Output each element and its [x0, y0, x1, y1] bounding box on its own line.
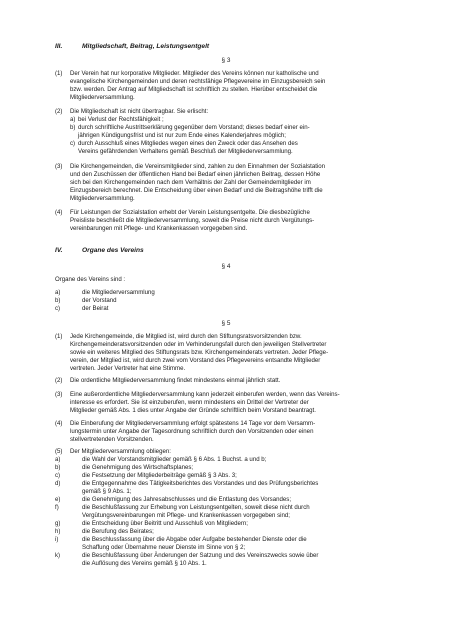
list-marker: b) — [70, 124, 76, 131]
organs-intro: Organe des Vereins sind : — [55, 276, 126, 283]
paragraph-number: (2) — [55, 377, 63, 384]
list-item — [55, 504, 405, 520]
section-number: IV. — [55, 247, 63, 254]
list-marker: b) — [55, 297, 61, 304]
paragraph-5-5 — [55, 448, 405, 456]
list-text: bei Verlust der Rechtsfähigkeit ; — [78, 116, 164, 123]
paragraph-number: (5) — [55, 448, 63, 455]
list-item — [55, 536, 405, 552]
paragraph-number: (1) — [55, 70, 63, 77]
list-marker: i) — [55, 536, 59, 543]
paragraph-3-2 — [55, 108, 405, 116]
list-item — [70, 116, 406, 124]
paragraph-text: Für Leistungen der Sozialstation erhebt der Verein Leistungsentgelte. Die diesbezügliche Preisliste beschließt die Mitgliederversammlung, soweit die Preise nicht durch Vergütungs- vereinbarungen mit Pflege- und Krankenkassen vorgegeben sind. — [70, 209, 315, 232]
list-marker: f) — [55, 504, 59, 511]
list-marker: g) — [55, 520, 61, 527]
list-marker: c) — [55, 472, 61, 479]
paragraph-sign-3: § 3 — [221, 57, 231, 64]
list-item — [55, 552, 405, 568]
paragraph-number: (4) — [55, 209, 63, 216]
list-text: die Beschlußfassung zur Erhebung von Leistungsentgelten, soweit diese nicht durch Vergütungsvereinbarungen mit Pflege- und Krankenkassen vorgegeben sind; — [82, 504, 310, 519]
list-text: der Vorstand — [82, 297, 117, 304]
list-item — [55, 480, 405, 496]
list-text: die Genehmigung des Jahresabschlusses und die Entlastung des Vorsandes; — [82, 496, 292, 503]
list-text: die Beschlußfassung über Änderungen der Satzung und des Vereinszwecks sowie über die Auflösung des Vereins gemäß § 10 Abs. 1. — [82, 552, 319, 567]
paragraph-5-1 — [55, 333, 405, 373]
paragraph-text: Die Mitgliedschaft ist nicht übertragbar. Sie erlischt: — [70, 108, 209, 115]
list-marker: a) — [55, 456, 61, 463]
list-text: die Mitgliederversammlung — [82, 289, 155, 296]
paragraph-text: Der Mitgliederversammlung obliegen: — [70, 448, 171, 455]
list-item — [55, 456, 405, 464]
list-item — [55, 305, 405, 313]
list-item — [55, 289, 405, 297]
section-title: Mitgliedschaft, Beitrag, Leistungsentgelt — [82, 43, 210, 50]
paragraph-text: Die ordentliche Mitgliederversammlung findet mindestens einmal jährlich statt. — [70, 377, 281, 384]
list-text: die Festsetzung der Mitgliederbeiträge gemäß § 3 Abs. 3; — [82, 472, 237, 479]
paragraph-number: (3) — [55, 391, 63, 398]
paragraph-3-4 — [55, 209, 405, 233]
paragraph-text: Jede Kirchengemeinde, die Mitglied ist, wird durch den Stiftungsratsvorsitzenden bzw. Kirchengemeinderatsvorsitzenden oder im Verhinderungsfall durch den jeweiligen Stellvertreter sowie ein weiteres Mitglied des Stiftungsrats bzw. Kirchengemeinderats vertreten. Jeder Pflege- verein, der Mitglied ist, wird durch zwei vom Vorstand des Pflegevereins entsandte Mitglieder vertreten. Jeder Vertreter hat eine Stimme. — [70, 333, 329, 372]
paragraph-5-3 — [55, 391, 405, 415]
list-marker: b) — [55, 464, 61, 471]
paragraph-3-1 — [55, 70, 405, 102]
list-item — [55, 464, 405, 472]
list-text: die Wahl der Vorstandsmitglieder gemäß § 6 Abs. 1 Buchst. a und b; — [82, 456, 267, 463]
paragraph-3-3 — [55, 163, 405, 203]
list-marker: e) — [55, 496, 61, 503]
paragraph-number: (3) — [55, 163, 63, 170]
list-marker: k) — [55, 552, 61, 559]
list-text: die Genehmigung des Wirtschaftsplanes; — [82, 464, 194, 471]
list-marker: c) — [70, 140, 76, 147]
paragraph-number: (4) — [55, 420, 63, 427]
list-marker: d) — [55, 480, 61, 487]
list-text: durch schriftliche Austrittserklärung gegenüber dem Vorstand; dieses bedarf einer ein- jährigen Kündigungsfrist und ist nur zum Ende eines Kalenderjahres möglich; — [78, 124, 310, 139]
list-text: die Entgegennahme des Tätigkeitsberichtes des Vorstandes und des Prüfungsberichtes gemäß § 9 Abs. 1; — [82, 480, 319, 495]
section-title: Organe des Vereins — [82, 247, 144, 254]
section-heading-iii — [55, 43, 209, 50]
paragraph-text: Die Kirchengemeinden, die Vereinsmitglieder sind, zahlen zu den Einnahmen der Sozialstation und den Zuschüssen der öffentlichen Hand bei Bedarf einen jährlichen Beitrag, dessen Höhe sich bei den Kirchengemeinden nach dem Verhältnis der Zahl der Gemeindemitglieder im Einzugsbereich berechnet. Die Entscheidung über einen Bedarf und die Beitragshöhe trifft die Mitgliederversammlung. — [70, 163, 326, 202]
list-text: die Berufung des Beirates; — [82, 528, 154, 535]
list-item — [55, 472, 405, 480]
list-text: die Beschlussfassung über die Abgabe oder Aufgabe bestehender Dienste oder die Schaffung oder Übernahme neuer Dienste im Sinne von § 2; — [82, 536, 307, 551]
section-number: III. — [55, 43, 63, 50]
paragraph-number: (1) — [55, 333, 63, 340]
list-item — [55, 297, 405, 305]
paragraph-text: Der Verein hat nur korporative Mitglieder. Mitglieder des Vereins können nur katholische und evangelische Kirchengemeinden und deren rechtsfähige Pflegevereine im Einzugsbereich sein bzw. werden. Der Antrag auf Mitgliedschaft ist schriftlich zu stellen. Hierüber entscheidet die Mitgliederversammlung. — [70, 70, 326, 101]
list-item — [55, 528, 405, 536]
paragraph-5-2 — [55, 377, 405, 385]
list-item — [70, 124, 406, 140]
list-marker: a) — [55, 289, 61, 296]
paragraph-sign-4: § 4 — [221, 263, 231, 270]
list-item — [55, 496, 405, 504]
paragraph-text: Die Einberufung der Mitgliederversammlung erfolgt spätestens 14 Tage vor dem Versamm- lungstermin unter Angabe der Tagesordnung schriftlich durch den Vorsitzenden oder einen stellvertretenden Vorsitzenden. — [70, 420, 316, 443]
paragraph-5-4 — [55, 420, 405, 444]
paragraph-sign-5: § 5 — [221, 320, 231, 327]
list-text: die Entscheidung über Beitritt und Ausschluß von Mitgliedern; — [82, 520, 248, 527]
list-marker: a) — [70, 116, 76, 123]
list-text: durch Ausschluß eines Mitgliedes wegen eines den Zweck oder das Ansehen des Vereins gefährdenden Verhaltens gemäß Beschluß der Mitgliederversammlung. — [78, 140, 298, 155]
paragraph-text: Eine außerordentliche Mitgliederversammlung kann jederzeit einberufen werden, wenn das Vereins- interesse es erfordert. Sie ist einzuberufen, wenn mindestens ein Drittel der Vertreter der Mitglieder gemäß Abs. 1 dies unter Angabe der Gründe schriftlich beim Vorstand beantragt. — [70, 391, 340, 414]
list-item — [55, 520, 405, 528]
paragraph-number: (2) — [55, 108, 63, 115]
list-marker: c) — [55, 305, 61, 312]
list-text: der Beirat — [82, 305, 109, 312]
list-item — [70, 140, 406, 156]
section-heading-iv — [55, 247, 144, 254]
list-marker: h) — [55, 528, 61, 535]
